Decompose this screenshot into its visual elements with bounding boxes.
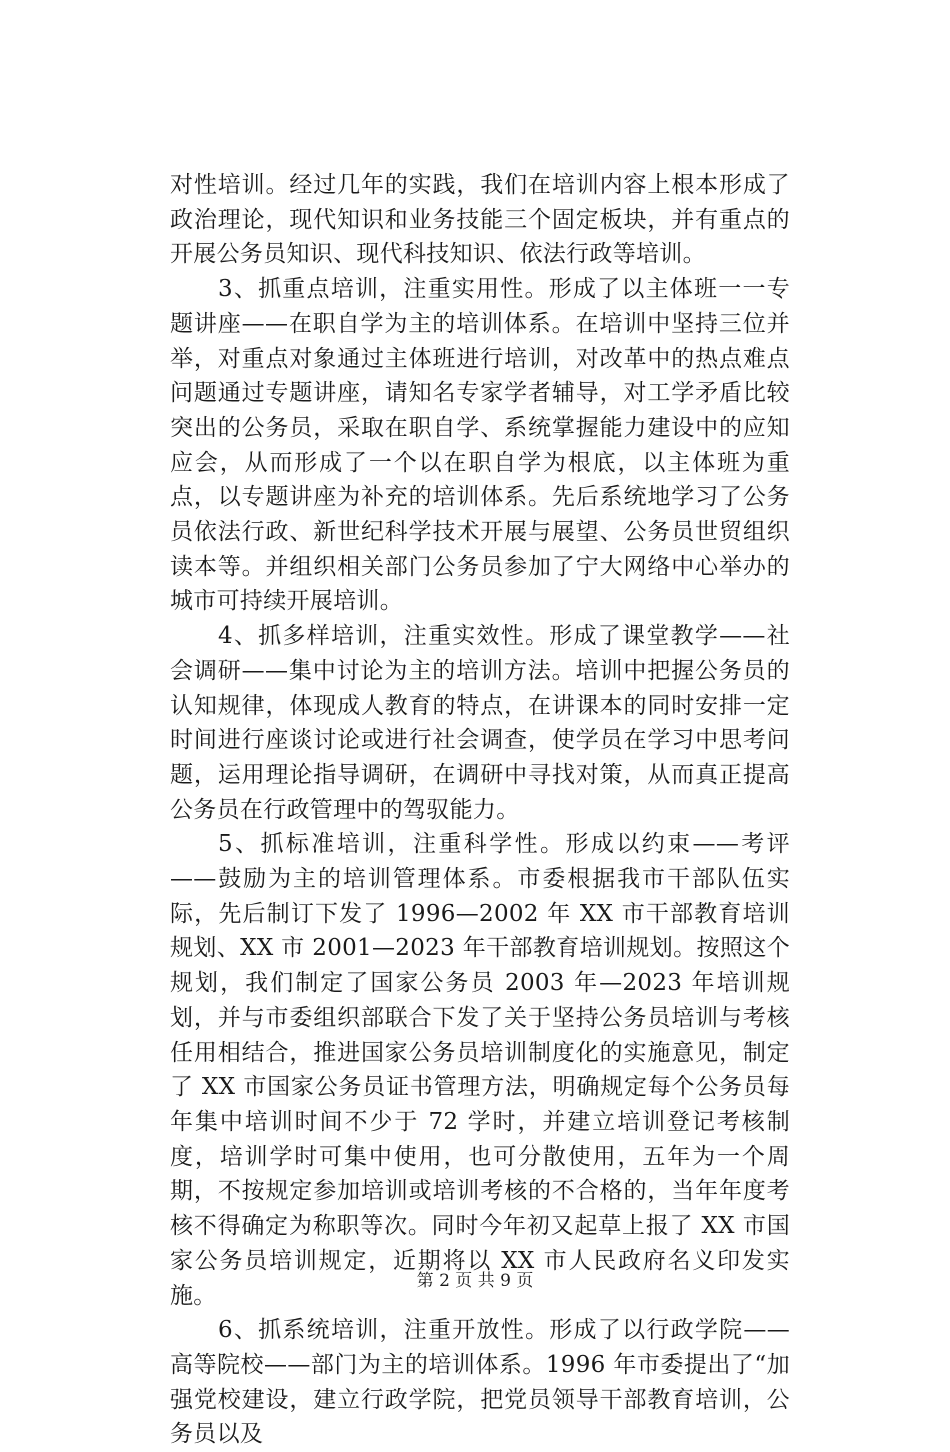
paragraph-5: 6、抓系统培训，注重开放性。形成了以行政学院——高等院校——部门为主的培训体系。1996 年市委提出了“加强党校建设，建立行政学院，把党员领导干部教育培训，公务员以及	[170, 1317, 790, 1448]
page-number-footer: 第 2 页 共 9 页	[416, 1271, 534, 1291]
paragraph-1: 对性培训。经过几年的实践，我们在培训内容上根本形成了政治理论，现代知识和业务技能三个固定板块，并有重点的开展公务员知识、现代科技知识、依法行政等培训。	[170, 172, 790, 268]
paragraph-3: 4、抓多样培训，注重实效性。形成了课堂教学——社会调研——集中讨论为主的培训方法。培训中把握公务员的认知规律，体现成人教育的特点，在讲课本的同时安排一定时间进行座谈讨论或进行社会调查，使学员在学习中思考问题，运用理论指导调研，在调研中寻找对策，从而真正提高公务员在行政管理中的驾驭能力。	[170, 623, 790, 823]
paragraph-4: 5、抓标准培训，注重科学性。形成以约束——考评——鼓励为主的培训管理体系。市委根据我市干部队伍实际，先后制订下发了 1996—2002 年 XX 市干部教育培训规划、XX 市 2001—2023 年干部教育培训规划。按照这个规划，我们制定了国家公务员 2003 年—2023 年培训规划，并与市委组织部联合下发了关于坚持公务员培训与考核任用相结合，推进国家公务员培训制度化的实施意见，制定了 XX 市国家公务员证书管理方法，明确规定每个公务员每年集中培训时间不少于 72 学时，并建立培训登记考核制度，培训学时可集中使用，也可分散使用，五年为一个周期，不按规定参加培训或培训考核的不合格的，当年年度考核不得确定为称职等次。同时今年初又起草上报了 XX 市国家公务员培训规定，近期将以 XX 市人民政府名义印发实施。	[170, 831, 790, 1309]
document-body	[170, 168, 790, 1452]
paragraph-2: 3、抓重点培训，注重实用性。形成了以主体班一一专题讲座——在职自学为主的培训体系。在培训中坚持三位并举，对重点对象通过主体班进行培训，对改革中的热点难点问题通过专题讲座，请知名专家学者辅导，对工学矛盾比较突出的公务员，采取在职自学、系统掌握能力建设中的应知应会，从而形成了一个以在职自学为根底，以主体班为重点，以专题讲座为补充的培训体系。先后系统地学习了公务员依法行政、新世纪科学技术开展与展望、公务员世贸组织读本等。并组织相关部门公务员参加了宁大网络中心举办的城市可持续开展培训。	[170, 276, 790, 615]
